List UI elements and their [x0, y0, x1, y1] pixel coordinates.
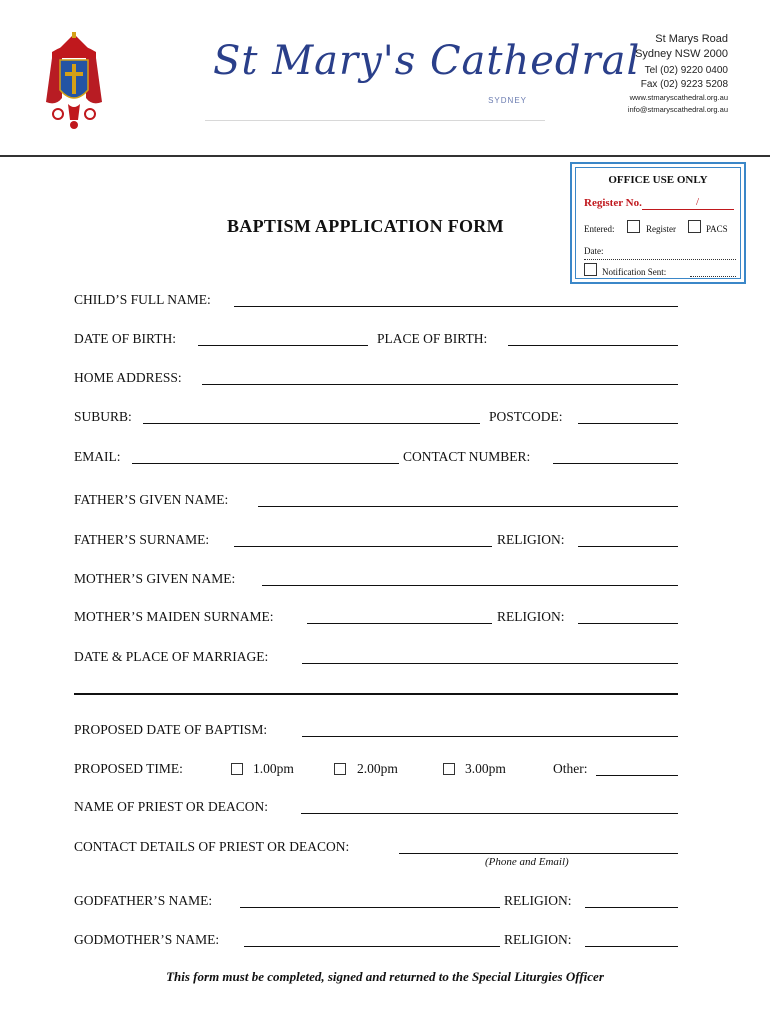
date-label: Date:: [584, 246, 604, 256]
notification-checkbox[interactable]: [584, 263, 597, 276]
home-address-field[interactable]: [202, 384, 678, 385]
address-block: [628, 32, 728, 116]
place-of-birth-label: PLACE OF BIRTH:: [377, 331, 488, 346]
contact-number-label: CONTACT NUMBER:: [403, 449, 531, 464]
notification-field[interactable]: [690, 276, 736, 277]
email-label: EMAIL:: [74, 449, 121, 464]
cathedral-logo: [205, 38, 641, 122]
godmother-religion-field[interactable]: [585, 946, 678, 947]
godfather-religion-label: RELIGION:: [504, 893, 572, 908]
priest-contact-field[interactable]: [399, 853, 678, 854]
priest-name-field[interactable]: [301, 813, 678, 814]
logo-text: St Mary's Cathedral: [213, 38, 641, 84]
godmother-religion-label: RELIGION:: [504, 932, 572, 947]
entered-label: Entered:: [584, 224, 615, 234]
fax: Fax (02) 9223 5208: [640, 79, 728, 90]
email-field[interactable]: [132, 463, 399, 464]
priest-contact-label: CONTACT DETAILS OF PRIEST OR DEACON:: [74, 839, 350, 854]
time-1pm-label: 1.00pm: [253, 761, 294, 776]
date-place-marriage-label: DATE & PLACE OF MARRIAGE:: [74, 649, 269, 664]
marriage-continuation-line[interactable]: [74, 693, 678, 695]
date-of-birth-field[interactable]: [198, 345, 368, 346]
suburb-label: SUBURB:: [74, 409, 132, 424]
proposed-time-label: PROPOSED TIME:: [74, 761, 183, 776]
address-line2: Sydney NSW 2000: [635, 48, 728, 60]
date-field[interactable]: [584, 259, 736, 260]
phone-email-hint: (Phone and Email): [485, 856, 569, 868]
time-1pm-checkbox[interactable]: [231, 763, 243, 775]
mother-religion-field[interactable]: [578, 623, 678, 624]
register-option-label: Register: [646, 224, 676, 234]
proposed-date-baptism-label: PROPOSED DATE OF BAPTISM:: [74, 722, 268, 737]
footer-note: This form must be completed, signed and returned to the Special Liturgies Officer: [166, 969, 604, 984]
cathedral-crest-icon: [46, 32, 102, 130]
father-given-name-label: FATHER’S GIVEN NAME:: [74, 492, 229, 507]
form-title: BAPTISM APPLICATION FORM: [227, 216, 504, 236]
home-address-label: HOME ADDRESS:: [74, 370, 182, 385]
child-full-name-field[interactable]: [234, 306, 678, 307]
time-2pm-checkbox[interactable]: [334, 763, 346, 775]
suburb-field[interactable]: [143, 423, 480, 424]
office-use-box: [570, 162, 746, 284]
other-time-field[interactable]: [596, 775, 678, 776]
email-link[interactable]: info@stmaryscathedral.org.au: [627, 105, 728, 114]
register-slash: /: [696, 196, 700, 208]
godfather-name-field[interactable]: [240, 907, 500, 908]
time-3pm-checkbox[interactable]: [443, 763, 455, 775]
notification-label: Notification Sent:: [602, 267, 667, 277]
address-line1: St Marys Road: [655, 33, 728, 45]
register-number-field[interactable]: [642, 209, 734, 210]
godfather-religion-field[interactable]: [585, 907, 678, 908]
tel: Tel (02) 9220 0400: [644, 65, 728, 76]
father-surname-field[interactable]: [234, 546, 492, 547]
time-3pm-label: 3.00pm: [465, 761, 506, 776]
father-given-name-field[interactable]: [258, 506, 678, 507]
mother-given-name-field[interactable]: [262, 585, 678, 586]
place-of-birth-field[interactable]: [508, 345, 678, 346]
register-checkbox[interactable]: [627, 220, 640, 233]
godfather-name-label: GODFATHER’S NAME:: [74, 893, 213, 908]
proposed-date-baptism-field[interactable]: [302, 736, 678, 737]
header-divider: [0, 155, 770, 157]
postcode-label: POSTCODE:: [489, 409, 563, 424]
contact-number-field[interactable]: [553, 463, 678, 464]
website-link[interactable]: www.stmaryscathedral.org.au: [629, 93, 728, 102]
father-surname-label: FATHER’S SURNAME:: [74, 532, 210, 547]
mother-maiden-surname-label: MOTHER’S MAIDEN SURNAME:: [74, 609, 274, 624]
date-place-marriage-field[interactable]: [302, 663, 678, 664]
godmother-name-label: GODMOTHER’S NAME:: [74, 932, 220, 947]
mother-religion-label: RELIGION:: [497, 609, 565, 624]
mother-maiden-surname-field[interactable]: [307, 623, 492, 624]
logo-divider: [205, 120, 545, 121]
other-time-label: Other:: [553, 761, 588, 776]
father-religion-label: RELIGION:: [497, 532, 565, 547]
logo-subtext: SYDNEY: [488, 96, 527, 105]
child-full-name-label: CHILD’S FULL NAME:: [74, 292, 211, 307]
time-2pm-label: 2.00pm: [357, 761, 398, 776]
pacs-option-label: PACS: [706, 224, 728, 234]
pacs-checkbox[interactable]: [688, 220, 701, 233]
date-of-birth-label: DATE OF BIRTH:: [74, 331, 176, 346]
office-use-title: OFFICE USE ONLY: [608, 174, 708, 186]
register-label: Register No.: [584, 197, 642, 209]
godmother-name-field[interactable]: [244, 946, 500, 947]
mother-given-name-label: MOTHER’S GIVEN NAME:: [74, 571, 236, 586]
postcode-field[interactable]: [578, 423, 678, 424]
priest-name-label: NAME OF PRIEST OR DEACON:: [74, 799, 269, 814]
father-religion-field[interactable]: [578, 546, 678, 547]
